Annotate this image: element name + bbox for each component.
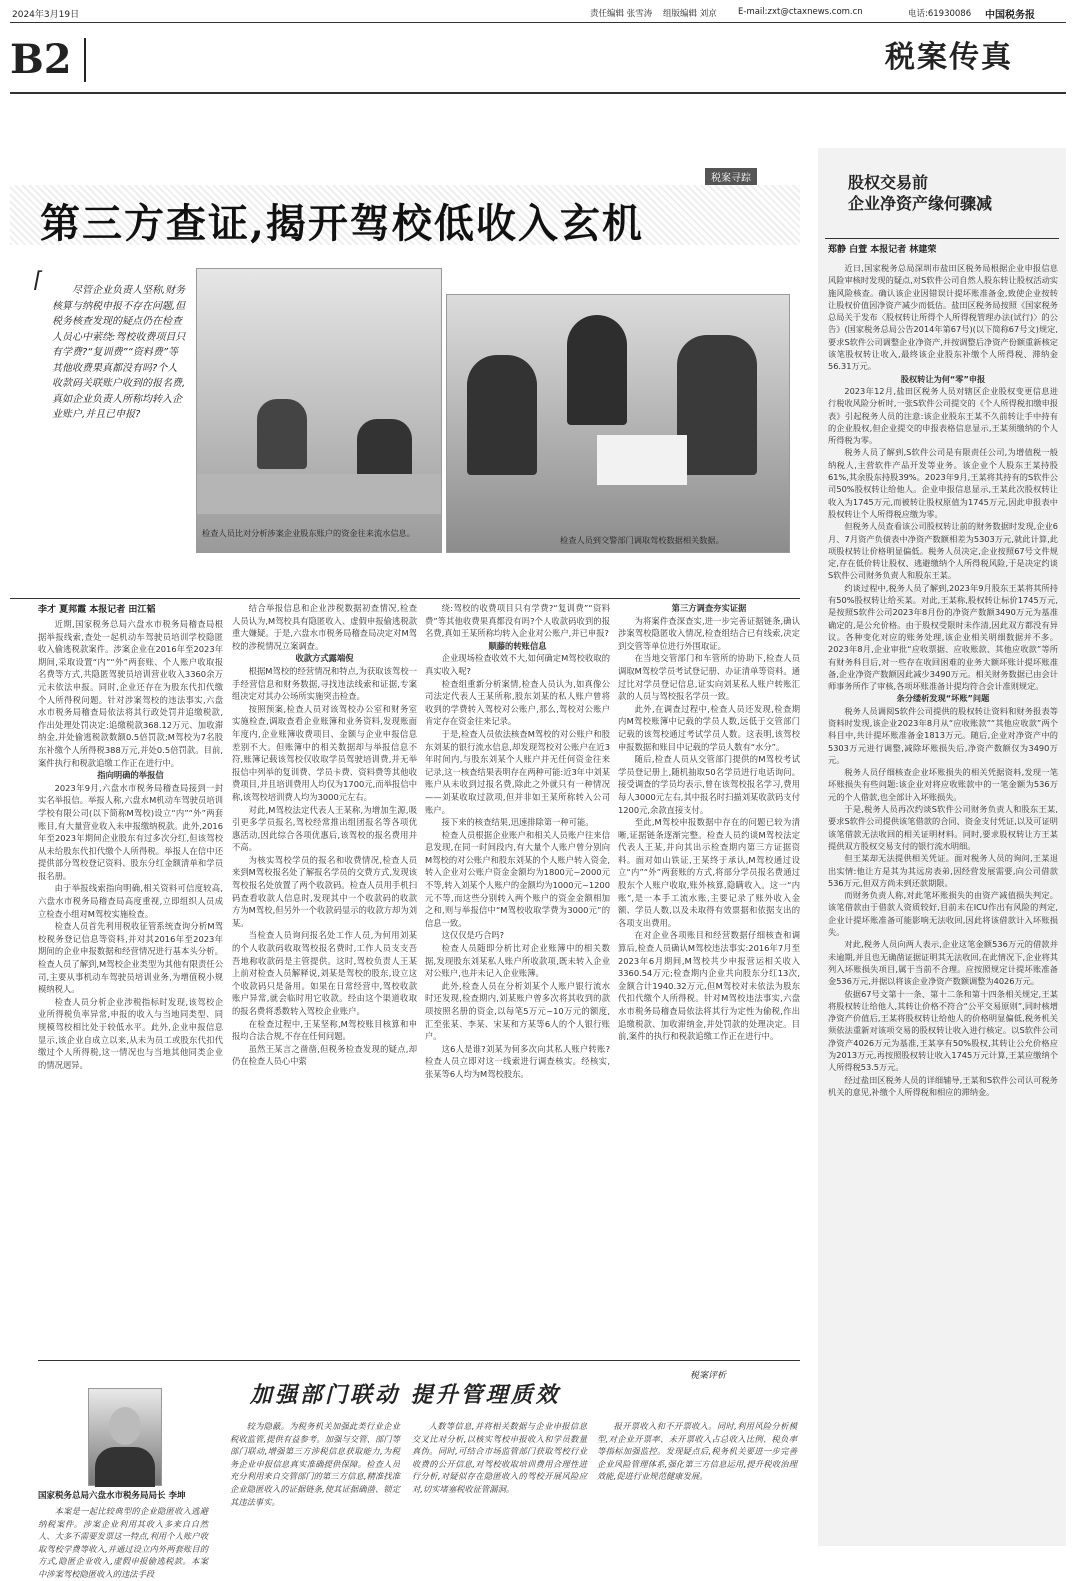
- subheading: 股权转让为何“零”申报: [900, 373, 986, 384]
- paragraph: 结合举报信息和企业涉税数据初查情况,检查人员认为,M驾校具有隐匿收入、虚假申报偷逃税款重大嫌疑。于是,六盘水市税务局稽查局决定对M驾校的涉税情况立案调查。: [232, 603, 417, 651]
- paragraph: 在对企业各项账目和经营数据仔细核查和调算后,检查人员确认M驾校违法事实:2016年7月至2023年6月期间,M驾校共少申报营运相关收入3360.54万元;检查期内企业共向股东分红13次,金额合计1940.32万元,但M驾校对未依法为股东代扣代缴个人所得税。针对M驾校违法事实,六盘水市税务局稽查局依法将其行为定性为偷税,作出追缴税款、加收滞纳金,并处罚款的处理决定。目前,案件的执行和税款追缴工作正在进行中。: [618, 930, 800, 1042]
- paragraph: 此外,检查人员在分析刘某个人账户银行流水时还发现,检查期内,刘某账户曾多次将其收到的款项按照名册的资金,以每笔5万元~10万元的额度,汇至张某、李某、宋某和方某等6人的个人银行账户。: [425, 980, 610, 1042]
- paragraph: 由于举报线索指向明确,相关资料可信度较高,六盘水市税务局稽查局高度重视,立即组织人员成立检查小组对M驾校实施检查。: [38, 883, 223, 919]
- paragraph: 为核实驾校学员的报名和收费情况,检查人员来到M驾校报名处了解报名学员的交费方式,发现该驾校报名处放置了两个收款码。检查人员用手机扫码查看收款人信息时,发现其中一个收款码的收款方为M驾校,但另外一个收款码显示的收款方却为刘某。: [232, 854, 417, 928]
- paragraph: 在当地交管部门和车管所的协助下,检查人员调取M驾校学员考试登记册、办证清单等资料。通过比对学员登记信息,证实向刘某私人账户转账汇款的人员与驾校报名学员一致。: [618, 653, 800, 702]
- sidebar-body: [828, 262, 1058, 1542]
- paragraph: 根据M驾校的经营情况和特点,为获取该驾校一手经营信息和财务数据,寻找违法线索和证据,专案组决定对其办公场所实施突击检查。: [232, 665, 417, 702]
- paragraph: 这6人是谁?刘某为何多次向其私人账户转账?检查人员立即对这一线索进行调查核实。经核实,张某等6人均为M驾校股东。: [425, 1043, 610, 1079]
- subheading: 收款方式露端倪: [295, 653, 354, 664]
- paragraph: 但王某却无法提供相关凭证。面对税务人员的询问,王某退出实情:他让方是其为其远房表弟,因经营发展需要,向公司借款536万元,但双方尚未到还款期限。: [828, 853, 1058, 888]
- paragraph: 检查人员首先利用税收征管系统查询分析M驾校税务登记信息等资料,并对其2016年至2023年期间的企业申报数据和经营情况进行基本头分析。检查人员了解到,M驾校企业类型为其他有限责任公司,主要从事机动车驾驶员培训业务,为增值税小规模纳税人。: [38, 921, 223, 995]
- sidebar-title-line-2: 企业净资产缘何骤减: [848, 194, 993, 213]
- comment-title: 加强部门联动 提升管理质效: [250, 1382, 561, 1408]
- photo-1: [196, 268, 442, 553]
- official-portrait: [88, 1388, 162, 1486]
- subheading: 顺藤的转账信息: [488, 640, 547, 651]
- article-column-2: [232, 602, 417, 1356]
- paragraph: 虽然王某言之凿凿,但税务检查发现的疑点,却仍在检查人员心中萦: [232, 1043, 417, 1067]
- email: E-mail:zxt@ctaxnews.com.cn: [738, 7, 863, 17]
- paragraph: 对此,M驾校法定代表人王某称,为增加生源,吸引更多学员报名,驾校经常推出组团报名等各项优惠活动,因此综合各项优惠后,该驾校的报名费用并不高。: [232, 804, 417, 853]
- photo-2: [446, 294, 790, 553]
- paragraph: 至此,M驾校申报数据中存在的问题已较为清晰,证据链条逐渐完整。检查人员约谈M驾校法定代表人王某,并向其出示检查期内第三方证据资料。面对如山铁证,王某终于承认,M驾校通过设立“内”“外”两套账的方式,将部分学员报名费通过股东个人账户收取,账外核算,隐瞒收入。这一“内账”,是一本手工流水账,主要记录了账外收入金额、学员人数,以及未取得有效票据和依据支出的各项支出费用。: [618, 817, 800, 928]
- paragraph: 2023年12月,盐田区税务人员对辖区企业股权变更信息进行税收风险分析时,一张S软件公司提交的《个人所得税扣缴申报表》引起税务人员的注意:该企业股东王某不久前转让手中持有的企业股权,但企业提交的申报表格信息显示,王某须缴纳的个人所得税为零。: [828, 385, 1058, 446]
- official-caption: 国家税务总局六盘水市税务局局长 李坤: [38, 1491, 186, 1501]
- article-column-4: [618, 602, 800, 1356]
- newspaper-name: 中国税务报: [985, 10, 1035, 21]
- top-rule: [10, 22, 1066, 23]
- paragraph: 按照预案,检查人员对该驾校办公室和财务室实施检查,调取查看企业账簿和业务资料,发现账面年度内,企业账簿收费项目、金额与企业申报信息差别不大。但账簿中的相关数据却与举报信息不符,账簿记载该驾校仅收取学员驾驶培训费,并无举报信中列举的复训费、学员卡费、资料费等其他收费项目,并且培训费用人均仅为1700元,而举报信中称,该驾校培训费人均为3000元左右。: [232, 703, 417, 802]
- comment-rule: [38, 1360, 800, 1361]
- sidebar-byline: 郑静 白萱 本报记者 林建荣: [828, 245, 937, 255]
- paragraph: 随后,检查人员从交管部门提供的M驾校考试学员登记册上,随机抽取50名学员进行电话询问。接受调查的学员均表示,曾在该驾校报名学习,费用每人3000元左右,其中报名时扫描刘某收款码支付1200元,余款直接支付。: [618, 754, 800, 815]
- paragraph: 但税务人员查看该公司股权转让前的财务数据时发现,企业6月、7月资产负债表中净资产数额相差为5303万元,就此计算,此项股权转让价格明显偏低。税务人员决定,企业按照67号文件规定,存在低价转让股权、逃避缴纳个人所得税风险,于是决定约谈S软件公司财务负责人和股东王某。: [828, 521, 1058, 581]
- sidebar-title: [848, 172, 992, 214]
- article-column-3: [425, 602, 610, 1356]
- article-tag: 税案寻踪: [705, 168, 757, 185]
- paragraph: 在检查过程中,王某坚称,M驾校账目核算和申报均合法合规,不存在任何问题。: [232, 1018, 417, 1042]
- comment-column-3: [412, 1420, 587, 1547]
- photo-rule: [10, 598, 800, 599]
- paragraph: 接下来的核查结果,迅速排除第一种可能。: [441, 817, 594, 828]
- paragraph: 对此,税务人员向两人表示,企业这笔金额536万元的借款并未逾期,并且也无确凿证据证明其无法收回,在此情况下,企业将其列入坏账损失项目,属于当前不合理。应按照规定计提坏账准备金536万元,并据以将该企业净资产数额调整为4026万元。: [828, 939, 1058, 987]
- paragraph: 税务人员仔细核查企业坏账损失的相关凭据资料,发现一笔坏账损失有些问题:该企业对将应收账款中的一笔金额为536万元的个人借款,也全部计入坏账损失。: [828, 767, 1058, 802]
- photo-2-caption: 检查人员到交警部门调取驾校数据相关数据。: [560, 535, 724, 545]
- quote-open-icon: ⌈: [34, 268, 43, 293]
- photo-1-caption: 检查人员比对分析涉案企业股东账户的资金往来流水信息。: [202, 528, 415, 538]
- paragraph: 这仅仅是巧合吗?: [441, 930, 505, 941]
- editor-credit: 责任编辑 张雪涛: [590, 9, 653, 19]
- article-title: 第三方查证,揭开驾校低收入玄机: [40, 200, 644, 247]
- paragraph: 绕:驾校的收费项目只有学费?“复训费”“资料费”等其他收费果真都没有吗?个人收款码收到的报名费,真如王某所称均转入企业对公账户,并已申报?: [425, 603, 610, 639]
- paragraph: 依据67号文第十一条、第十二条和第十四条相关规定,王某将股权转让给他人,其转让价格不符合“公平交易原则”,同时核增净资产价值后,王某将股权转让给他人的价格明显偏低,税务机关须依法重新对该项交易的股权转让收入进行核定。以S软件公司净资产4026万元为基准,王某享有50%股权,其转让公允价格应为2013万元,再按照股权转让收入1745万元计算,王某应缴纳个人所得税53.5万元。: [828, 988, 1058, 1073]
- phone: 电话:61930086: [908, 9, 972, 19]
- article-column-1: [38, 618, 223, 1356]
- paragraph: 税务人员调阅S软件公司提供的股权转让资料和财务报表等资料时发现,该企业2023年8月从“应收账款”“其他应收款”两个科目中,共计提坏账准备金1813万元。随后,企业对净资产中的5303万元进行调整,减除坏账损失后,净资产数额仅为3490万元。: [828, 705, 1058, 765]
- paragraph: 检查人员随即分析比对企业账簿中的相关数据,发现股东刘某私人账户所收款项,既未转入企业对公账户,也并未记入企业账簿。: [425, 943, 610, 979]
- paragraph: 为将案件查深查实,进一步完善证据链条,确认涉案驾校隐匿收入情况,检查组结合已有线索,决定到交管等单位进行外围取证。: [618, 615, 800, 651]
- paragraph: 此外,在调查过程中,检查人员还发现,检查期内M驾校账簿中记载的学员人数,远低于交管部门记载的该驾校通过考试学员人数。这表明,该驾校申报数据和账目中记载的学员人数有“水分”。: [618, 703, 800, 752]
- layout-credit: 组版编辑 刘京: [663, 9, 717, 19]
- paragraph: 报开票收入和不开票收入。同时,利用风险分析模型,对企业开票率、未开票收入占总收入比例、税负率等指标加强监控。发现疑点后,税务机关要进一步完善企业风险管理体系,强化第三方信息运用,提升税收治理效能,促进行业规范健康发展。: [597, 1421, 797, 1482]
- paragraph: 较为隐蔽。为税务机关加强此类行业企业税收监管,提供有益参考。加强与交管、部门等部门联动,增强第三方涉税信息获取能力,为税务企业申报信息真实准确提供保障。检查人员充分利用来自交管部门的第三方信息,精准找准企业隐匿收入的证据链条,使其证据确凿、锁定其违法事实。: [230, 1421, 400, 1507]
- comment-column-1: [38, 1505, 208, 1579]
- paragraph: 人数等信息,并将相关数据与企业申报信息交叉比对分析,以核实驾校申报收入和学员数量真伪。同时,可结合市场监管部门获取驾校行业收费的公开信息,对驾校收取培训费用合理性进行分析,对疑似存在隐匿收入的驾校开展风险应对,切实堵塞税收征管漏洞。: [412, 1421, 587, 1494]
- paragraph: 检查人员分析企业涉税指标时发现,该驾校企业所得税负率异常,申报的收入与当地同类型、同规模驾校相比处于较低水平。此外,企业申报信息显示,该企业自成立以来,从未为员工或股东代扣代缴过个人所得税,这一情况也与当地其他同类企业的情况迥异。: [38, 996, 223, 1070]
- paragraph: 约谈过程中,税务人员了解到,2023年9月股东王某将其所持有50%股权转让给买某。对此,王某称,股权转让标价1745万元,是按照S软件公司2023年8月份的净资产数额3490万元为基准确定的,是公允价格。由于股权受限时未作清,因此双方都没有异议。各种变化对应的账务处理,该企业相关明细数据并不多。2023年8月,企业审批“应收票据、应收账款、其他应收款”等所有财务科目后,对一些存在收回困难的业务大额坏账计提坏账准备,企业净资产数额因此减少3490万元。相关财务数据已由会计师事务所作了审核,各项坏账准备计提均符合会计准则规定。: [828, 582, 1058, 692]
- paragraph: 税务人员了解到,S软件公司是有限责任公司,为增值税一般纳税人,主营软件产品开发等业务。该企业个人股东王某持股61%,其余股东持股39%。2023年9月,王某将其持有的S软件公司50%股权转让给他人。企业申报信息显示,王某此次股权转让收入为1745万元,而被转让股权原值为1745万元,因此申报表中股权转让个人所得税应缴为零。: [828, 447, 1058, 519]
- article-byline: 李才 夏邦霞 本报记者 田江韬: [38, 605, 156, 615]
- paragraph: 于是,税务人员再次约谈S软件公司财务负责人和股东王某,要求S软件公司提供该笔借款的合同、资金支付凭证,以及可证明该笔借款无法收回的相关证明材料。同时,要求股权转让方王某提供双方股权交易支付的银行流水明细。: [828, 804, 1058, 851]
- paragraph: 近期,国家税务总局六盘水市税务局稽查局根据举报线索,查处一起机动车驾驶员培训学校隐匿收入偷逃税款案件。涉案企业在2016年至2023年期间,采取设置“内”“外”两套账、个人账户收取报名费等方式,共隐匿驾驶员培训营业收入3360余万元未依法申报。同时,企业还存在为股东代扣代缴个人所得税问题。针对涉案驾校的违法事实,六盘水市税务局稽查局依法将其行政处罚并追缴税款,作出处理处罚决定:追缴税款368.12万元、加收滞纳金,并处偷逃税款数额0.5倍罚款;M驾校为7名股东补缴个人所得税388万元,并处0.5倍罚款。目前,案件执行和税款追缴工作正在进行中。: [38, 619, 223, 768]
- paragraph: 检查组重新分析案情,检查人员认为,如真像公司法定代表人王某所称,股东刘某的私人账户曾将收到的学费转入驾校对公账户,那么,驾校对公账户肯定存在资金往来记录。: [425, 678, 610, 727]
- intro-text: 尽管企业负责人坚称,财务核算与纳税申报不存在问题,但税务核查发现的疑点仍在检查人员心中萦绕:驾校收费项目只有学费?“复训费”“资料费”等其他收费果真都没有吗?个人收款码关联账户收到的报名费,真如企业负责人所称均转入企业账户,并且已申报?: [52, 285, 186, 420]
- paragraph: 近日,国家税务总局深圳市盐田区税务局根据企业申报信息风险审核时发现的疑点,对S软件公司自然人股东转让股权活动实施风险核查。确认该企业因错误计提坏账准备金,致使企业按转让股权价值因净资产减少而低估。盐田区税务局按照《国家税务总局关于发布〈股权转让所得个人所得税管理办法(试行)〉的公告》(国家税务总局公告2014年第67号)(以下简称67号文)规定,要求S软件公司调整企业净资产,并按调整后净资产份额重新核定该笔股权转让收入,最终该企业股东补缴个人所得税、滞纳金56.31万元。: [828, 263, 1058, 372]
- paragraph: 当检查人员询问报名处工作人员,为何用刘某的个人收款码收取驾校报名费时,工作人员支支吾吾地称收款码是主管提供。这时,驾校负责人王某上前对检查人员解释说,刘某是驾校的股东,设立这个收款码只是备用。如果在日常经营中,驾校收款账户异常,就会临时用它收款。经由这个渠道收取的报名费将悉数转入驾校企业账户。: [232, 930, 417, 1016]
- paragraph: 于是,检查人员依法核查M驾校的对公账户和股东刘某的银行流水信息,却发现驾校对公账户在近3年时间内,与股东刘某个人账户并无任何资金往来记录,这一核查结果表明存在两种可能:近3年中刘某账户从未收到过报名费,除此之外就只有一种情况——刘某收取过款项,但并非如王某所称转入公司账户。: [425, 728, 610, 815]
- sidebar-rule: [825, 238, 1059, 239]
- subheading: 第三方调查夯实证据: [671, 603, 747, 613]
- article-intro: [34, 268, 186, 423]
- subheading: 条分缕析发现“坏账”问题: [896, 693, 990, 704]
- paragraph: 企业现场检查收效不大,如何确定M驾校收取的真实收入呢?: [425, 653, 610, 676]
- sidebar-title-line-1: 股权交易前: [848, 173, 929, 192]
- page-number: B2: [10, 38, 86, 82]
- paragraph: 检查人员根据企业账户和相关人员账户往来信息发现,在同一时间段内,有大量个人账户曾分别向M驾校的对公账户和股东刘某的个人账户转入资金,转入企业对公账户资金金额均为1800元~2000元不等,转入刘某个人账户的金额均为1000元~1200元不等,而这些分别转入两个账户的资金金额相加之和,则与举报信中“M驾校收取学费为3000元”的信息一致。: [425, 829, 610, 928]
- subheading: 指向明确的举报信: [97, 770, 164, 781]
- header-rule: [10, 92, 1066, 94]
- paragraph: 而财务负责人称,对此笔坏账损失的由资产减值损失判定。该笔借款由于借款人资质较好,目前未在ICU作出有风险的判定,企业计提坏账准备可能影响无法收回,因此将该借款计入坏账损失。: [828, 890, 1058, 938]
- paragraph: 经过盐田区税务人员的详细辅导,王某和S软件公司认可税务机关的意见,补缴个人所得税和相应的滞纳金。: [828, 1074, 1058, 1097]
- section-title: 税案传真: [885, 40, 1013, 75]
- issue-date: 2024年3月19日: [12, 10, 80, 20]
- comment-tag: 税案评析: [690, 1371, 727, 1381]
- paragraph: 2023年9月,六盘水市税务局稽查局接到一封实名举报信。举报人称,六盘水M机动车驾驶员培训学校有限公司(以下简称M驾校)设立“内”“外”两套账目,有大量营业收入未申报缴纳税款。此外,2016年至2023年期间企业股东有过多次分红,但该驾校从未给股东代扣代缴个人所得税。举报人在信中还提供部分驾校登记资料、股东分红金额清单和学员报名册。: [38, 782, 223, 881]
- comment-column-2: [230, 1420, 400, 1547]
- paragraph: 本案是一起比较典型的企业隐匿收入逃避纳税案件。涉案企业利用其收入多来自自然人、大多不需要发票这一特点,利用个人账户收取驾校学费等收入,并通过设立内外两套账目的方式,隐匿企业收入,虚假申报偷逃税款。本案中涉案驾校隐匿收入的违法手段: [38, 1506, 208, 1579]
- comment-column-4: [597, 1420, 797, 1547]
